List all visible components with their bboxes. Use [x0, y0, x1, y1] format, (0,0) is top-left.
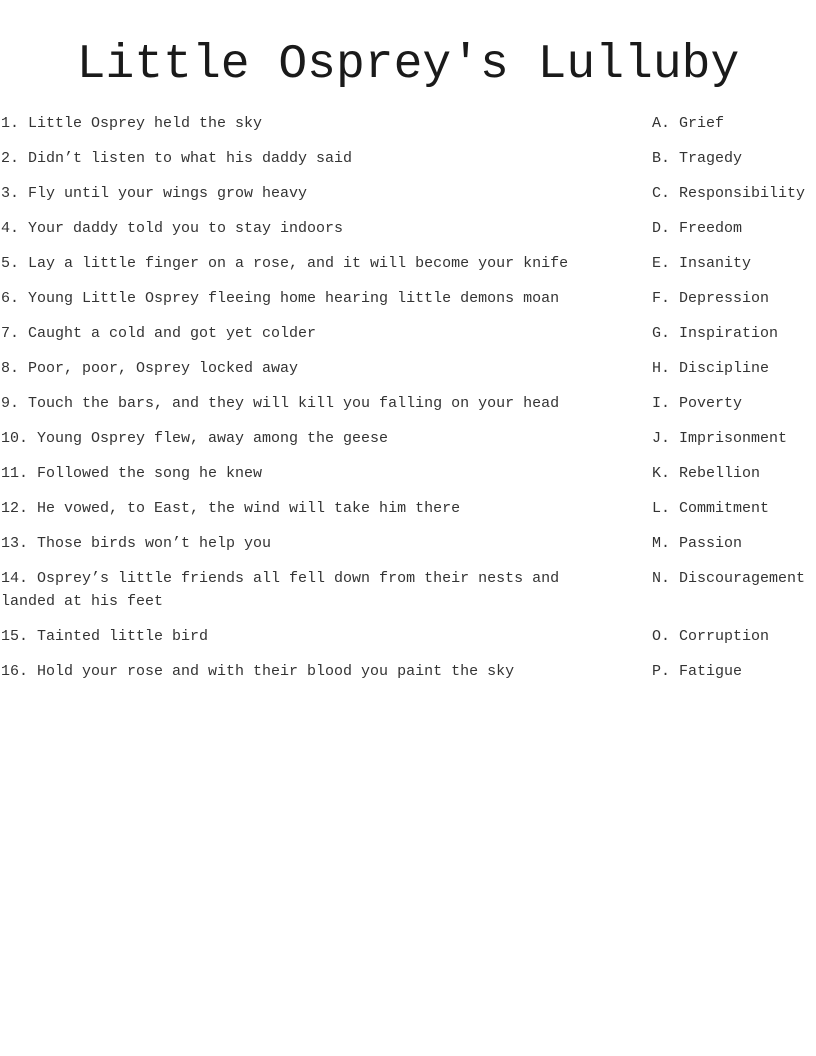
matching-row — [0, 322, 816, 345]
question-text: 3. Fly until your wings grow heavy — [1, 185, 308, 202]
answer-option: G. Inspiration — [652, 325, 779, 342]
matching-row — [0, 427, 816, 450]
answer-option: H. Discipline — [652, 360, 770, 377]
answer-option: O. Corruption — [652, 628, 770, 645]
matching-row — [0, 567, 816, 613]
question-text: 9. Touch the bars, and they will kill you falling on your head — [1, 395, 560, 412]
matching-list — [0, 112, 816, 695]
question-text: 4. Your daddy told you to stay indoors — [1, 220, 344, 237]
answer-option: M. Passion — [652, 535, 743, 552]
answer-option: L. Commitment — [652, 500, 770, 517]
matching-row — [0, 112, 816, 135]
matching-row — [0, 287, 816, 310]
matching-row — [0, 625, 816, 648]
matching-row — [0, 182, 816, 205]
question-text: 7. Caught a cold and got yet colder — [1, 325, 317, 342]
matching-row — [0, 252, 816, 275]
matching-row — [0, 462, 816, 485]
matching-row — [0, 392, 816, 415]
answer-option: K. Rebellion — [652, 465, 761, 482]
question-text: 13. Those birds won’t help you — [1, 535, 272, 552]
question-text: 12. He vowed, to East, the wind will take him there — [1, 500, 461, 517]
answer-option: E. Insanity — [652, 255, 752, 272]
answer-option: A. Grief — [652, 115, 725, 132]
answer-option: B. Tragedy — [652, 150, 743, 167]
answer-option: J. Imprisonment — [652, 430, 788, 447]
question-text: 11. Followed the song he knew — [1, 465, 263, 482]
question-text: 10. Young Osprey flew, away among the geese — [1, 430, 389, 447]
answer-option: D. Freedom — [652, 220, 743, 237]
matching-row — [0, 532, 816, 555]
question-text: 16. Hold your rose and with their blood you paint the sky — [1, 663, 515, 680]
answer-option: F. Depression — [652, 290, 770, 307]
answer-option: N. Discouragement — [652, 570, 806, 587]
matching-row — [0, 217, 816, 240]
matching-row — [0, 497, 816, 520]
page-title: Little Osprey's Lulluby — [76, 38, 740, 92]
question-text: 1. Little Osprey held the sky — [1, 115, 263, 132]
answer-option: I. Poverty — [652, 395, 743, 412]
matching-row — [0, 660, 816, 683]
answer-option: P. Fatigue — [652, 663, 743, 680]
question-text: 5. Lay a little finger on a rose, and it will become your knife — [1, 255, 569, 272]
question-text: 15. Tainted little bird — [1, 628, 209, 645]
answer-option: C. Responsibility — [652, 185, 806, 202]
matching-row — [0, 147, 816, 170]
question-text: 8. Poor, poor, Osprey locked away — [1, 360, 299, 377]
question-text: 14. Osprey’s little friends all fell down from their nests and landed at his feet — [1, 570, 560, 610]
question-text: 2. Didn’t listen to what his daddy said — [1, 150, 353, 167]
matching-row — [0, 357, 816, 380]
question-text: 6. Young Little Osprey fleeing home hearing little demons moan — [1, 290, 560, 307]
